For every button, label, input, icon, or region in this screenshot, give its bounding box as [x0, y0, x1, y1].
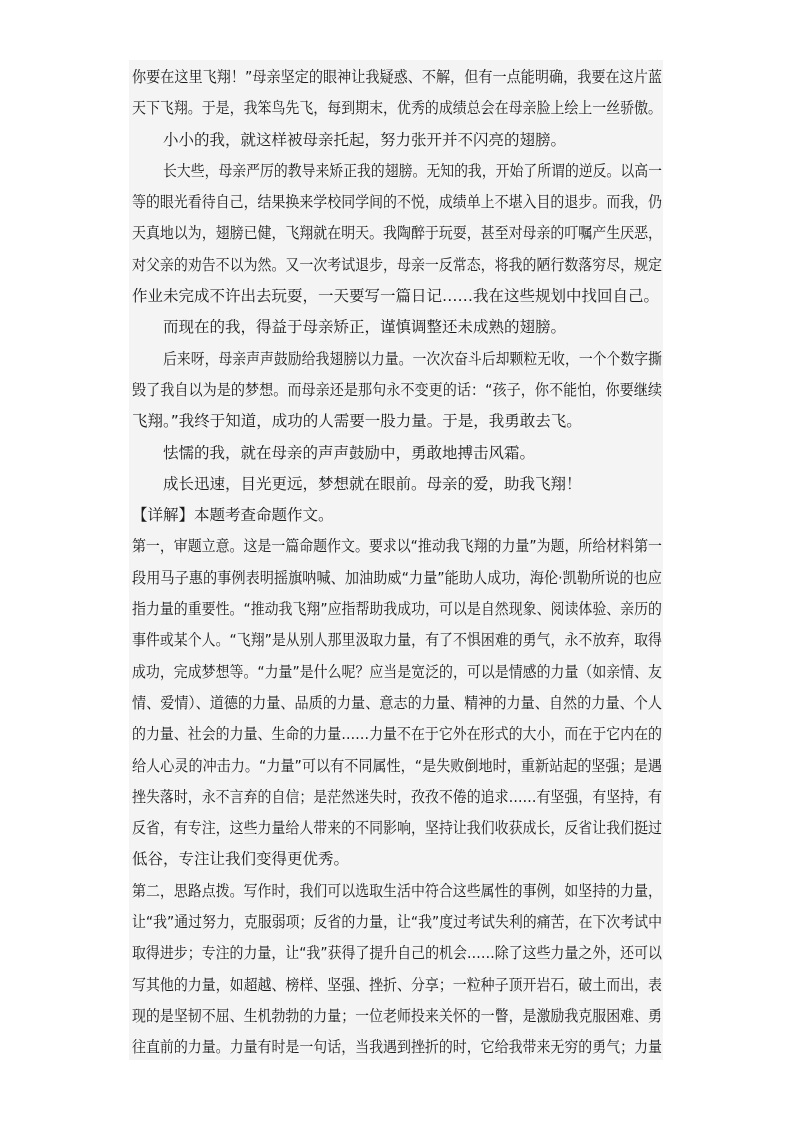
text-line — [132, 281, 662, 312]
text-line-content: 【详解】本题考查命题作文。 — [132, 506, 334, 525]
text-line — [132, 782, 662, 813]
text-line — [132, 751, 662, 782]
text-line — [132, 500, 662, 531]
text-line-content: 作业未完成不许出去玩耍，一天要写一篇日记……我在这些规划中找回自己。 — [132, 287, 660, 306]
text-line-content: 的力量、社会的力量、生命的力量……力量不在于它外在形式的大小，而在于它内在的 — [132, 725, 662, 744]
text-line — [132, 125, 662, 156]
text-line — [132, 218, 662, 249]
text-line-content: 成长迅速，目光更远，梦想就在眼前。母亲的爱，助我飞翔！ — [163, 474, 582, 493]
text-line-content: 现的是坚韧不屈、生机勃勃的力量；一位老师投来关怀的一瞥，是激励我克服困难、勇 — [132, 1006, 662, 1025]
text-line-content: 成功，完成梦想等。“力量”是什么呢？应当是宽泛的，可以是情感的力量（如亲情、友 — [132, 662, 662, 681]
text-line-content: 挫失落时，永不言弃的自信；是茫然迷失时，孜孜不倦的追求……有坚强，有坚持，有 — [132, 787, 662, 806]
text-line — [132, 531, 662, 562]
text-line-content: 写其他的力量，如超越、榜样、坚强、挫折、分享；一粒种子顶开岩石，破土而出，表 — [132, 975, 662, 994]
text-line — [132, 187, 662, 218]
text-line-content: 毁了我自以为是的梦想。而母亲还是那句永不变更的话：“孩子，你不能怕，你要继续 — [132, 380, 662, 399]
text-line — [132, 1032, 662, 1063]
text-line-content: 情、爱情）、道德的力量、品质的力量、意志的力量、精神的力量、自然的力量、个人 — [132, 693, 662, 712]
document-body — [132, 62, 662, 1064]
text-line — [132, 469, 662, 500]
text-line — [132, 62, 662, 93]
text-line-content: 而现在的我，得益于母亲矫正，谨慎调整还未成熟的翅膀。 — [163, 318, 567, 337]
text-line-content: 小小的我，就这样被母亲托起，努力张开并不闪亮的翅膀。 — [163, 130, 567, 149]
text-line-content: 怯懦的我，就在母亲的声声鼓励中，勇敢地搏击风霜。 — [163, 443, 536, 462]
text-line — [132, 625, 662, 656]
text-line-content: 第二，思路点拨。写作时，我们可以选取生活中符合这些属性的事例，如坚持的力量， — [132, 881, 662, 900]
text-line — [132, 312, 662, 343]
text-line-content: 后来呀，母亲声声鼓励给我翅膀以力量。一次次奋斗后却颗粒无收，一个个数字撕 — [163, 349, 662, 368]
text-line — [132, 970, 662, 1001]
text-line-content: 事件或某个人。“飞翔”是从别人那里汲取力量，有了不惧困难的勇气，永不放弃，取得 — [132, 631, 662, 650]
text-line — [132, 813, 662, 844]
text-line-content: 给人心灵的冲击力。“力量”可以有不同属性，“是失败倒地时，重新站起的坚强；是遇 — [132, 756, 662, 775]
text-line-content: 段用马子惠的事例表明摇旗呐喊、加油助威“力量”能助人成功，海伦·凯勒所说的也应 — [132, 568, 662, 587]
text-line-content: 低谷，专注让我们变得更优秀。 — [132, 850, 350, 869]
text-line-content: 等的眼光看待自己，结果换来学校同学间的不悦，成绩单上不堪入目的退步。而我，仍 — [132, 193, 662, 212]
text-line-content: 对父亲的劝告不以为然。又一次考试退步，母亲一反常态，将我的陋行数落穷尽，规定 — [132, 255, 662, 274]
text-line — [132, 375, 662, 406]
text-line — [132, 406, 662, 437]
text-line — [132, 1001, 662, 1032]
text-line-content: 天真地以为，翅膀已健，飞翔就在明天。我陶醉于玩耍，甚至对母亲的叮嘱产生厌恶， — [132, 224, 662, 243]
text-line — [132, 657, 662, 688]
text-line — [132, 563, 662, 594]
text-line — [132, 250, 662, 281]
text-line — [132, 719, 662, 750]
text-line — [132, 594, 662, 625]
text-line-content: 飞翔。”我终于知道，成功的人需要一股力量。于是，我勇敢去飞。 — [132, 412, 582, 431]
text-line — [132, 344, 662, 375]
text-line — [132, 907, 662, 938]
text-line — [132, 876, 662, 907]
text-line-content: 长大些，母亲严厉的教导来矫正我的翅膀。无知的我，开始了所谓的逆反。以高一 — [163, 161, 662, 180]
text-line — [132, 156, 662, 187]
text-line-content: 让“我”通过努力，克服弱项；反省的力量，让“我”度过考试失利的痛苦，在下次考试中 — [132, 913, 662, 932]
text-line — [132, 688, 662, 719]
text-line-content: 第一，审题立意。这是一篇命题作文。要求以“推动我飞翔的力量”为题，所给材料第一 — [132, 537, 662, 556]
text-line-content: 取得进步；专注的力量，让“我”获得了提升自己的机会……除了这些力量之外，还可以 — [132, 944, 662, 963]
text-line-content: 往直前的力量。力量有时是一句话，当我遇到挫折的时，它给我带来无穷的勇气；力量 — [132, 1038, 662, 1057]
text-line-content: 你要在这里飞翔！”母亲坚定的眼神让我疑惑、不解，但有一点能明确，我要在这片蓝 — [132, 68, 662, 86]
text-line — [132, 844, 662, 875]
text-line — [132, 438, 662, 469]
text-line — [132, 938, 662, 969]
text-line-content: 天下飞翔。于是，我笨鸟先飞，每到期末，优秀的成绩总会在母亲脸上绘上一丝骄傲。 — [132, 99, 662, 118]
text-line-content: 指力量的重要性。“推动我飞翔”应指帮助我成功，可以是自然现象、阅读体验、亲历的 — [132, 600, 662, 619]
text-line-content: 反省，有专注，这些力量给人带来的不同影响，坚持让我们收获成长，反省让我们挺过 — [132, 819, 662, 838]
text-line — [132, 93, 662, 124]
